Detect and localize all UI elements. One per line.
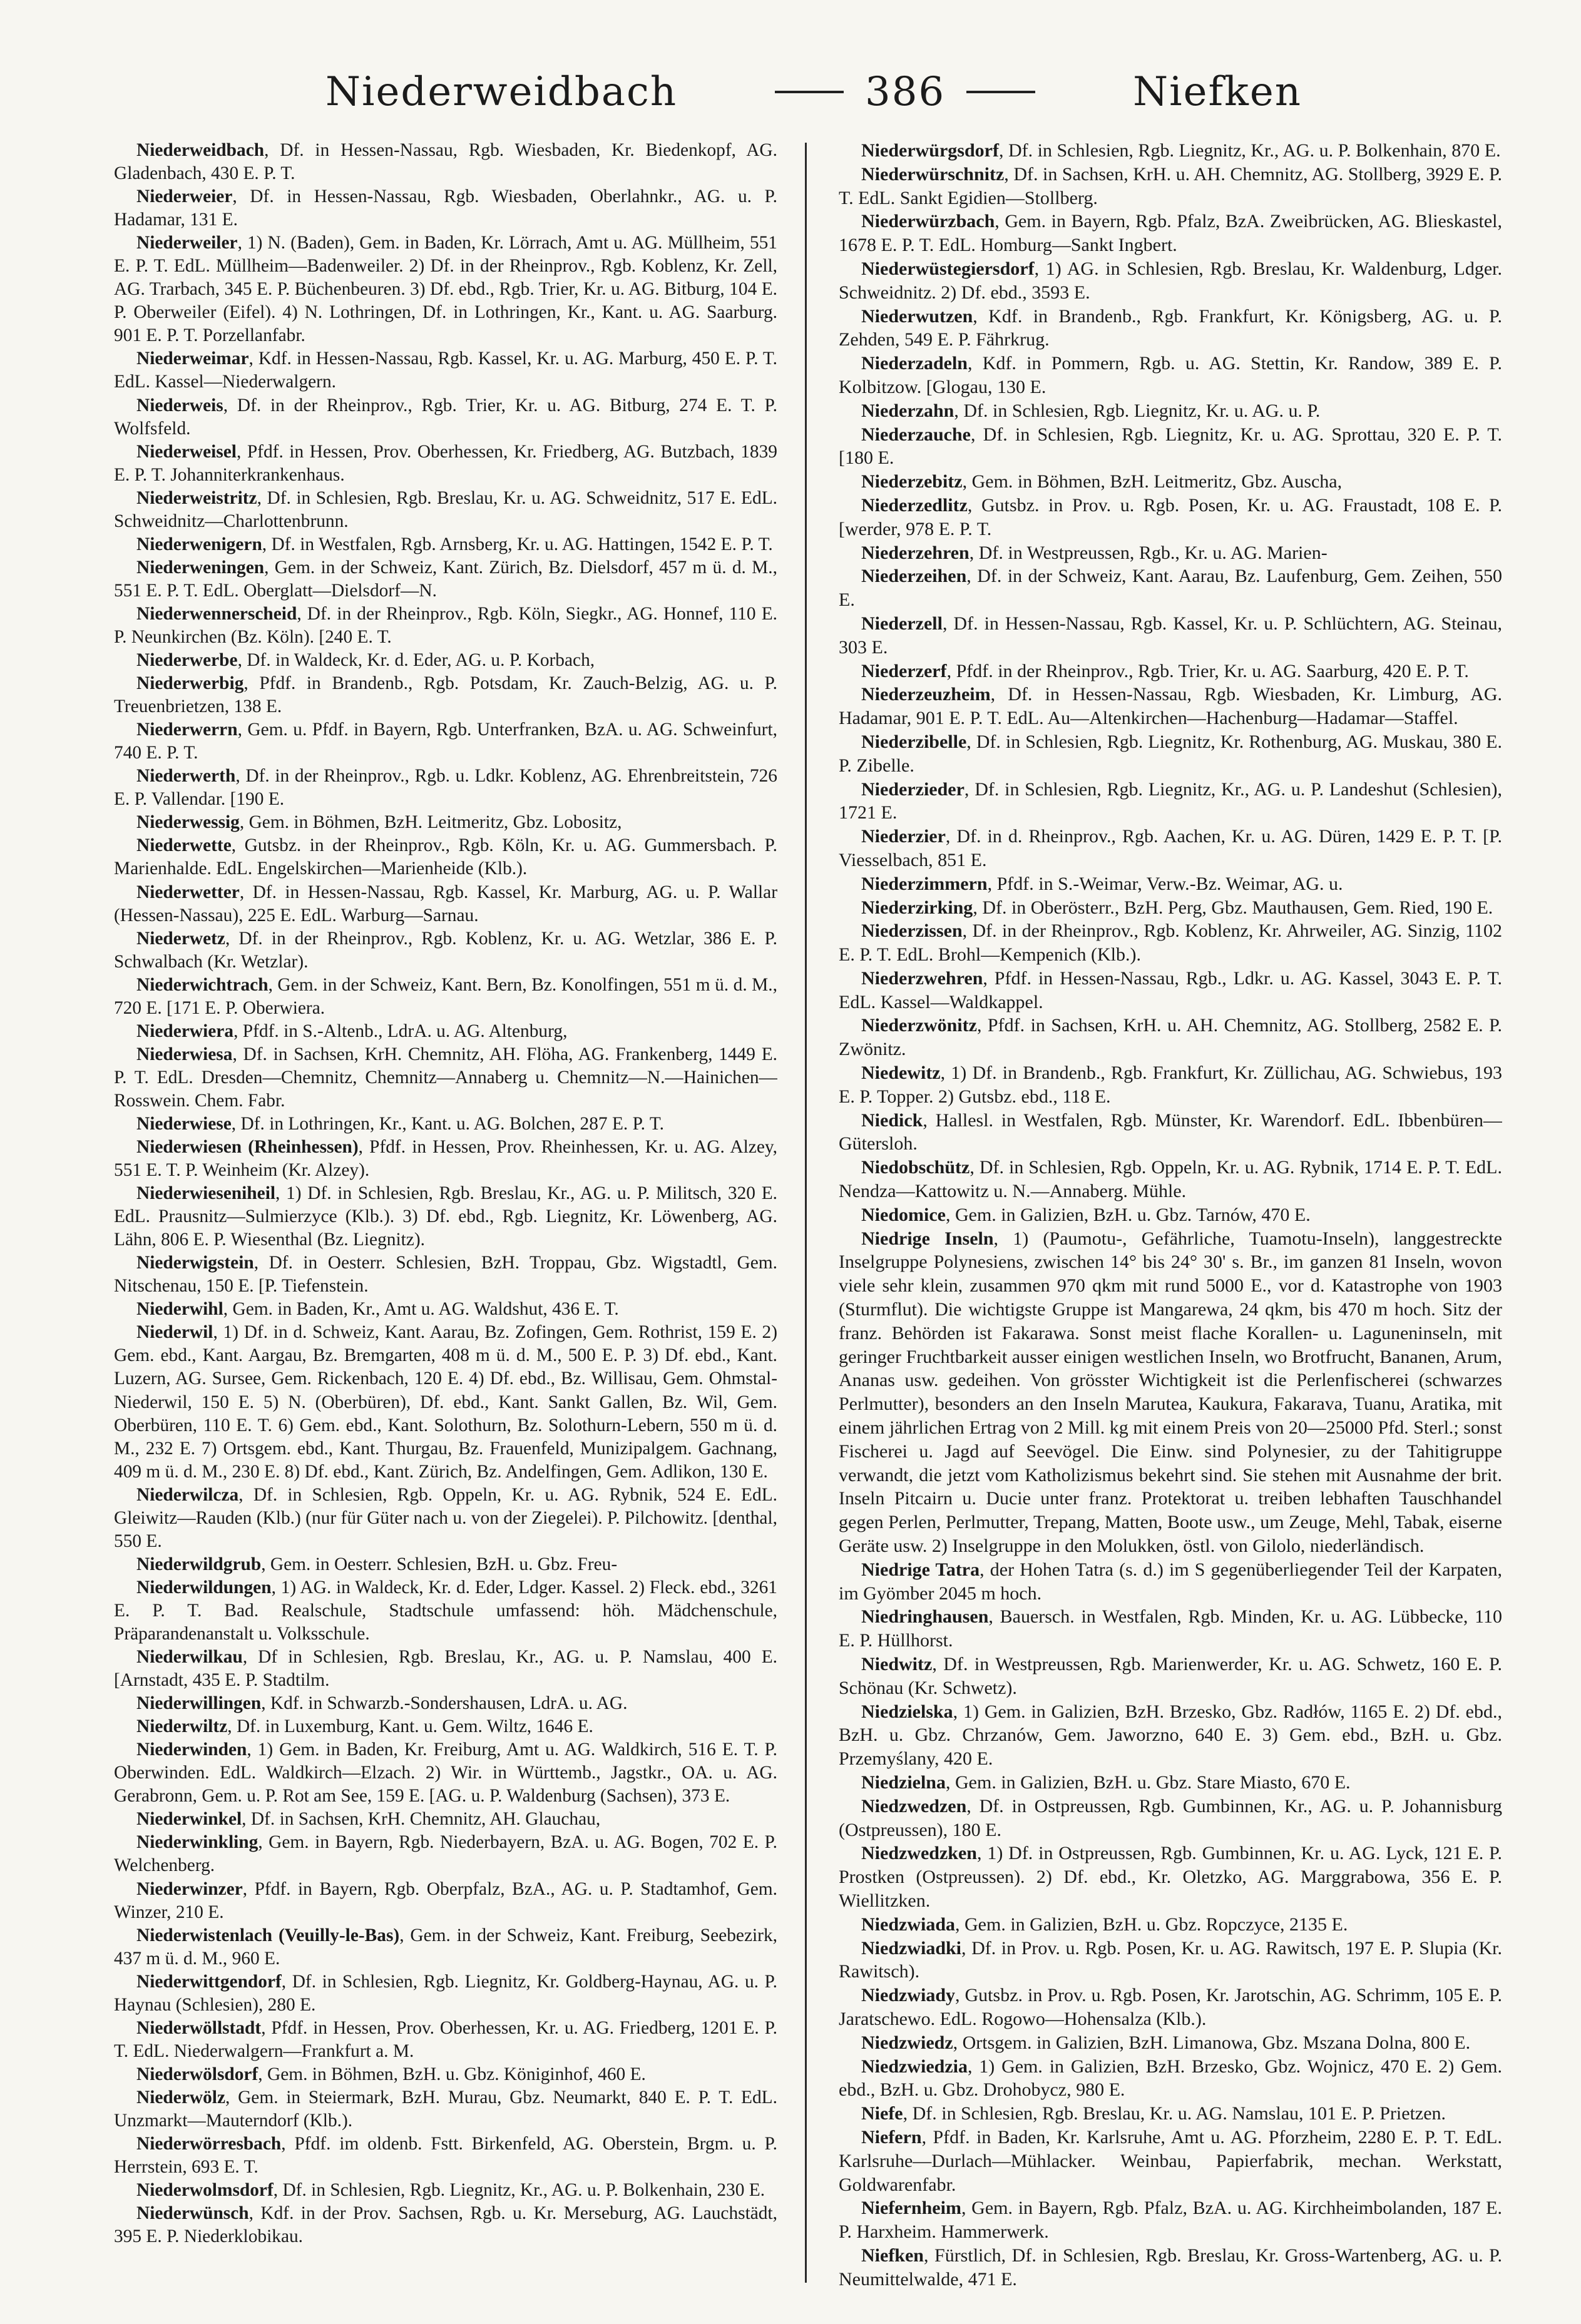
gazetteer-entry	[114, 533, 777, 556]
gazetteer-entry	[114, 834, 777, 880]
entry-text: , Gem. in Baden, Kr., Amt u. AG. Waldshut, 436 E. T.	[223, 1299, 619, 1320]
entry-text: , Df. in Schlesien, Rgb. Liegnitz, Kr. u. AG. u. P.	[954, 400, 1321, 421]
gazetteer-entry	[839, 352, 1502, 399]
entry-headword: Niederwiltz	[136, 1716, 228, 1737]
gazetteer-entry	[114, 1020, 777, 1043]
gazetteer-entry	[114, 1321, 777, 1483]
entry-headword: Niederwetter	[136, 882, 240, 902]
entry-headword: Niederwildgrub	[136, 1554, 262, 1574]
entry-headword: Niederwünsch	[136, 2203, 249, 2224]
entry-headword: Niederzieder	[861, 778, 964, 800]
gazetteer-entry	[839, 163, 1502, 210]
entry-headword: Niederzirking	[861, 897, 973, 918]
entry-headword: Niederzimmern	[861, 873, 988, 894]
entry-text: , Kdf. in Schwarzb.-Sondershausen, LdrA. u. AG.	[261, 1693, 628, 1714]
entry-text: , Gem. in Böhmen, BzH. Leitmeritz, Gbz. Lobositz,	[239, 812, 622, 833]
gazetteer-entry	[839, 1937, 1502, 1984]
gazetteer-entry	[114, 649, 777, 672]
entry-headword: Niederwetz	[136, 928, 225, 949]
entry-text: , Gem. in Bayern, Rgb. Niederbayern, BzA. u. AG. Bogen, 702 E. P. Welchenberg.	[114, 1832, 777, 1876]
gazetteer-entry	[839, 423, 1502, 471]
entry-text: , Gem. in Steiermark, BzH. Murau, Gbz. Neumarkt, 840 E. P. T. EdL. Unzmarkt—Mauterndorf (Klb.).	[114, 2087, 777, 2131]
entry-text: , Df. in Prov. u. Rgb. Posen, Kr. u. AG. Rawitsch, 197 E. P. Slupia (Kr. Rawitsch).	[839, 1937, 1502, 1982]
entry-text: , Kdf. in Hessen-Nassau, Rgb. Kassel, Kr. u. AG. Marburg, 450 E. P. T. EdL. Kassel—Niederwalgern.	[114, 349, 777, 392]
entry-text: , Ortsgem. in Galizien, BzH. Limanowa, Gbz. Mszana Dolna, 800 E.	[953, 2032, 1471, 2053]
entry-headword: Niedrige Inseln	[861, 1228, 994, 1249]
gazetteer-entry	[114, 2179, 777, 2202]
entry-text: , Df. in Oesterr. Schlesien, BzH. Troppau, Gbz. Wigstadtl, Gem. Nitschenau, 150 E. [P. Tiefenstein.	[114, 1253, 777, 1297]
gazetteer-entry	[114, 1878, 777, 1924]
entry-headword: Niederzell	[861, 613, 943, 634]
entry-text: , Df in Schlesien, Rgb. Breslau, Kr., AG. u. P. Namslau, 400 E. [Arnstadt, 435 E. P. Stadtilm.	[114, 1647, 777, 1691]
entry-text: , Df. in Schlesien, Rgb. Liegnitz, Kr., AG. u. P. Bolkenhain, 230 E.	[273, 2180, 765, 2201]
entry-headword: Niederwette	[136, 835, 232, 856]
entry-headword: Niefe	[861, 2103, 903, 2124]
entry-headword: Niederzissen	[861, 920, 963, 942]
gazetteer-entry	[839, 1700, 1502, 1771]
gazetteer-entry	[839, 1795, 1502, 1842]
gazetteer-entry	[114, 811, 777, 834]
entry-text: , Df. in Sachsen, KrH. u. AH. Chemnitz, AG. Stollberg, 3929 E. P. T. EdL. Sankt Egidien—Stollberg.	[839, 163, 1502, 208]
entry-headword: Niederwerbe	[136, 650, 238, 671]
entry-text: , Pfdf. in Baden, Kr. Karlsruhe, Amt u. AG. Pforzheim, 2280 E. P. T. EdL. Karlsruhe—Durlach—Mühlacker. Weinbau, Papierfabrik, mechan. Werkstatt, Goldwarenfabr.	[839, 2126, 1502, 2195]
gazetteer-entry	[114, 1113, 777, 1136]
gazetteer-entry	[114, 881, 777, 927]
entry-text: , Gutsbz. in der Rheinprov., Rgb. Köln, Kr. u. AG. Gummersbach. P. Marienhalde. EdL. Engelskirchen—Marienheide (Klb.).	[114, 835, 777, 879]
entry-text: , Hallesl. in Westfalen, Rgb. Münster, Kr. Warendorf. EdL. Ibbenbüren—Gütersloh.	[839, 1109, 1502, 1154]
entry-text: , 1) Df. in Schlesien, Rgb. Breslau, Kr., AG. u. P. Militsch, 320 E. EdL. Prausnitz—Sulmierzyce (Klb.). 3) Df. ebd., Rgb. Liegnitz, Kr. Löwenberg, AG. Lähn, 806 E. P. Wiesenthal (Bz. Liegnitz).	[114, 1183, 777, 1250]
gazetteer-entry	[839, 1156, 1502, 1203]
entry-text: , Df. in Schlesien, Rgb. Liegnitz, Kr. Goldberg-Haynau, AG. u. P. Haynau (Schlesien), 280 E.	[114, 1971, 777, 2015]
entry-text: , Pfdf. in Hessen-Nassau, Rgb., Ldkr. u. AG. Kassel, 3043 E. P. T. EdL. Kassel—Waldkappel.	[839, 967, 1502, 1012]
gazetteer-entry	[114, 718, 777, 765]
gazetteer-entry	[839, 967, 1502, 1014]
entry-headword: Niedick	[861, 1109, 923, 1131]
entry-headword: Niederwinkel	[136, 1809, 242, 1830]
entry-headword: Niederwieseniheil	[136, 1183, 276, 1204]
entry-text: , Gem. in der Schweiz, Kant. Zürich, Bz. Dielsdorf, 457 m ü. d. M., 551 E. P. T. EdL. Oberglatt—Dielsdorf—N.	[114, 557, 777, 601]
entry-text: , Df. in Westfalen, Rgb. Arnsberg, Kr. u. AG. Hattingen, 1542 E. P. T.	[262, 534, 773, 554]
page-number-group	[775, 69, 1035, 115]
gazetteer-entry	[839, 210, 1502, 257]
entry-headword: Niederwichtrach	[136, 974, 269, 995]
entry-text: , Gem. in Bayern, Rgb. Pfalz, BzA. u. AG. Kirchheimbolanden, 187 E. P. Harxheim. Hammerwerk.	[839, 2198, 1502, 2243]
entry-text: , Pfdf. in Brandenb., Rgb. Potsdam, Kr. Zauch-Belzig, AG. u. P. Treuenbrietzen, 138 E.	[114, 673, 777, 717]
gazetteer-entry	[114, 1808, 777, 1831]
header-right-title: Niefken	[1133, 69, 1302, 115]
entry-text: , Df. in Oberösterr., BzH. Perg, Gbz. Mauthausen, Gem. Ried, 190 E.	[973, 897, 1493, 918]
entry-text: , Gem. in Böhmen, BzH. Leitmeritz, Gbz. Auscha,	[962, 471, 1343, 492]
gazetteer-entry	[114, 2086, 777, 2133]
entry-text: , Df. in Waldeck, Kr. d. Eder, AG. u. P. Korbach,	[237, 650, 595, 671]
entry-headword: Niederzadeln	[861, 353, 968, 374]
left-column	[114, 139, 777, 2291]
entry-headword: Niederwihl	[136, 1299, 223, 1320]
gazetteer-entry	[114, 2133, 777, 2179]
entry-text: , Df. in Hessen-Nassau, Rgb. Kassel, Kr. Marburg, AG. u. P. Wallar (Hessen-Nassau), 225 E. EdL. Warburg—Sarnau.	[114, 882, 777, 925]
entry-text: , Df. in Schlesien, Rgb. Breslau, Kr. u. AG. Schweidnitz, 517 E. EdL. Schweidnitz—Charlottenbrunn.	[114, 487, 777, 531]
gazetteer-entry	[839, 470, 1502, 494]
entry-headword: Niederweis	[136, 395, 223, 415]
entry-text: , Df. in Sachsen, KrH. Chemnitz, AH. Flöha, AG. Frankenberg, 1449 E. P. T. EdL. Dresden—Chemnitz, Chemnitz—Annaberg u. Chemnitz—N.—Hainichen—Rosswein. Chem. Fabr.	[114, 1044, 777, 1111]
entry-text: , Df. in der Rheinprov., Rgb. Koblenz, Kr. u. AG. Wetzlar, 386 E. P. Schwalbach (Kr. Wetzlar).	[114, 928, 777, 972]
entry-text: , 1) N. (Baden), Gem. in Baden, Kr. Lörrach, Amt u. AG. Müllheim, 551 E. P. T. EdL. Müllheim—Badenweiler. 2) Df. in der Rheinprov., Rgb. Koblenz, Kr. Zell, AG. Trarbach, 345 E. P. Büchenbeuren. 3) Df. ebd., Rgb. Trier, Kr. u. AG. Bitburg, 104 E. P. Oberweiler (Eifel). 4) N. Lothringen, Df. in Lothringen, Kr., Kant. u. AG. Saarburg. 901 E. P. T. Porzellanfabr.	[114, 233, 777, 346]
entry-text: , 1) Df. in d. Schweiz, Kant. Aarau, Bz. Zofingen, Gem. Rothrist, 159 E. 2) Gem. ebd., Kant. Aargau, Bz. Bremgarten, 408 m ü. d. M., 500 E. P. 3) Df. ebd., Kant. Luzern, AG. Sursee, Gem. Rickenbach, 120 E. 4) Df. ebd., Bz. Willisau, Gem. Ohmstal-Niederwil, 150 E. 5) N. (Oberbüren), Df. ebd., Kant. Sankt Gallen, Bz. Wil, Gem. Oberbüren, 110 E. T. 6) Gem. ebd., Kant. Solothurn, Bz. Solothurn-Lebern, 550 m ü. d. M., 232 E. 7) Ortsgem. ebd., Kant. Thurgau, Bz. Frauenfeld, Munizipalgem. Gachnang, 409 m ü. d. M., 230 E. 8) Df. ebd., Kant. Zürich, Bz. Andelfingen, Gem. Adlikon, 130 E.	[114, 1322, 777, 1482]
entry-headword: Niederwilcza	[136, 1484, 239, 1505]
gazetteer-entry	[839, 2102, 1502, 2126]
entry-headword: Niederwürgsdorf	[861, 140, 999, 161]
entry-text: , Gem. in Galizien, BzH. u. Gbz. Tarnów, 470 E.	[945, 1204, 1311, 1225]
gazetteer-entry	[114, 441, 777, 487]
entry-text: , Df. in Hessen-Nassau, Rgb. Wiesbaden, Oberlahnkr., AG. u. P. Hadamar, 131 E.	[114, 186, 777, 230]
entry-headword: Niederwörresbach	[136, 2134, 282, 2154]
entry-headword: Niedzielna	[861, 1771, 946, 1793]
header-rule-right	[966, 91, 1035, 93]
gazetteer-entry	[114, 1136, 777, 1182]
gazetteer-entry	[114, 1646, 777, 1692]
gazetteer-entry	[114, 394, 777, 441]
entry-headword: Niedzwedzken	[861, 1843, 977, 1864]
entry-text: , Fürstlich, Df. in Schlesien, Rgb. Breslau, Kr. Gross-Wartenberg, AG. u. P. Neumittelwalde, 471 E.	[839, 2245, 1502, 2290]
entry-headword: Niederwerbig	[136, 673, 244, 694]
entry-text: , Df. in der Schweiz, Kant. Aarau, Bz. Laufenburg, Gem. Zeihen, 550 E.	[839, 566, 1502, 611]
entry-text: , Pfdf. in S.-Altenb., LdrA. u. AG. Altenburg,	[233, 1021, 568, 1041]
column-divider	[805, 143, 807, 2283]
entry-text: , Gem. u. Pfdf. in Bayern, Rgb. Unterfranken, BzA. u. AG. Schweinfurt, 740 E. P. T.	[114, 720, 777, 763]
entry-text: , Kdf. in Pommern, Rgb. u. AG. Stettin, Kr. Randow, 389 E. P. Kolbitzow. [Glogau, 130 E.	[839, 353, 1502, 397]
entry-headword: Niederwennerscheid	[136, 603, 297, 624]
entry-headword: Niederwölz	[136, 2087, 226, 2107]
gazetteer-entry	[839, 1109, 1502, 1156]
gazetteer-entry	[114, 232, 777, 347]
entry-headword: Niederwürschnitz	[861, 163, 1005, 185]
entry-headword: Niederwiera	[136, 1021, 234, 1041]
entry-headword: Niedobschütz	[861, 1157, 970, 1178]
gazetteer-entry	[114, 487, 777, 533]
entry-text: , 1) Df. in Brandenb., Rgb. Frankfurt, Kr. Züllichau, AG. Schwiebus, 193 E. P. Topper. 2) Gutsbz. ebd., 118 E.	[839, 1063, 1502, 1107]
entry-text: , Pfdf. in S.-Weimar, Verw.-Bz. Weimar, AG. u.	[987, 873, 1343, 894]
gazetteer-entry	[114, 672, 777, 718]
entry-headword: Niederzehren	[861, 542, 970, 563]
entry-headword: Niederzwehren	[861, 967, 983, 989]
gazetteer-entry	[839, 1842, 1502, 1912]
entry-headword: Niefernheim	[861, 2198, 961, 2219]
entry-text: , Gutsbz. in Prov. u. Rgb. Posen, Kr. u. AG. Fraustadt, 108 E. P. [werder, 978 E. P. T.	[839, 494, 1502, 539]
entry-text: , Gem. in Böhmen, BzH. u. Gbz. Königinhof, 460 E.	[258, 2064, 646, 2084]
entry-headword: Niederwüstegiersdorf	[861, 258, 1035, 279]
entry-text: , Pfdf. in Sachsen, KrH. u. AH. Chemnitz, AG. Stollberg, 2582 E. P. Zwönitz.	[839, 1015, 1502, 1060]
right-column	[839, 139, 1502, 2291]
gazetteer-entry	[839, 2196, 1502, 2244]
entry-headword: Niederwinzer	[136, 1878, 243, 1899]
gazetteer-entry	[839, 1913, 1502, 1937]
entry-headword: Niederweningen	[136, 557, 265, 578]
entry-headword: Niederzeuzheim	[861, 684, 991, 705]
gazetteer-entry	[114, 1251, 777, 1298]
gazetteer-entry	[839, 2031, 1502, 2055]
entry-text: , Pfdf. in Hessen, Prov. Rheinhessen, Kr. u. AG. Alzey, 551 E. T. P. Weinheim (Kr. Alzey).	[114, 1137, 777, 1181]
gazetteer-entry	[114, 1043, 777, 1113]
entry-text: , Gem. in Oesterr. Schlesien, BzH. u. Gbz. Freu-	[261, 1554, 618, 1574]
entry-headword: Niederzibelle	[861, 731, 967, 752]
entry-text: , Df. in der Rheinprov., Rgb. u. Ldkr. Koblenz, AG. Ehrenbreitstein, 726 E. P. Vallendar. [190 E.	[114, 766, 777, 810]
entry-headword: Niederwildungen	[136, 1577, 272, 1598]
gazetteer-entry	[839, 399, 1502, 423]
header-rule-left	[775, 91, 844, 93]
gazetteer-entry	[839, 1605, 1502, 1653]
gazetteer-entry	[839, 305, 1502, 352]
entry-text: , 1) (Paumotu-, Gefährliche, Tuamotu-Inseln), langgestreckte Inselgruppe Polynesiens, zwischen 14° bis 24° 30' s. Br., im ganzen 81 Inseln, wovon viele sehr klein, zusammen 970 qkm mit rund 5000 E., vor d. Katastrophe von 1903 (Sturmflut). Die wichtigste Gruppe ist Mangarewa, 24 qkm, bis 470 m hoch. Sitz der franz. Behörden ist Fakarawa. Sonst meist flache Korallen- u. Laguneninseln, mit geringer Fruchtbarkeit ausser einigen westlichen Inseln, wo Brotfrucht, Bananen, Arum, Ananas usw. gedeihen. Von grösster Wichtigkeit ist die Perlenfischerei (schwarzes Perlmutter), besonders an den Inseln Marutea, Kaukura, Fakarava, Tuanu, Aratika, mit einem jährlichen Ertrag von 2 Mill. kg mit einem Preis von 20—25000 Pfd. Sterl.; sonst Fischerei u. Jagd auf Seevögel. Die Einw. sind Polynesier, zu der Tahitigruppe verwandt, die jetzt vom Katholizismus bekehrt sind. Sie stehen mit Ausnahme der brit. Inseln Pitcairn u. Ducie unter franz. Protektorat u. treiben lebhaften Tauschhandel gegen Perlen, Perlmutter, Trepang, Matten, Boote usw., um Zeuge, Mehl, Tabak, eiserne Geräte usw. 2) Inselgruppe in den Molukken, östl. von Gilolo, niederländisch.	[839, 1228, 1502, 1557]
gazetteer-entry	[114, 2017, 777, 2063]
entry-text: , Df. in Schlesien, Rgb. Liegnitz, Kr., AG. u. P. Landeshut (Schlesien), 1721 E.	[839, 778, 1502, 823]
gazetteer-entry	[114, 603, 777, 649]
gazetteer-entry	[839, 541, 1502, 565]
gazetteer-entry	[114, 1738, 777, 1808]
entry-text: , 1) AG. in Schlesien, Rgb. Breslau, Kr. Waldenburg, Ldger. Schweidnitz. 2) Df. ebd., 3593 E.	[839, 258, 1502, 303]
entry-text: , Kdf. in Brandenb., Rgb. Frankfurt, Kr. Königsberg, AG. u. P. Zehden, 549 E. P. Fährkrug.	[839, 305, 1502, 350]
entry-headword: Niederwölsdorf	[136, 2064, 258, 2084]
entry-headword: Niederwillingen	[136, 1693, 262, 1714]
entry-headword: Niederwil	[136, 1322, 213, 1343]
entry-text: , Pfdf. im oldenb. Fstt. Birkenfeld, AG. Oberstein, Brgm. u. P. Herrstein, 693 E. T.	[114, 2134, 777, 2178]
entry-headword: Niederweisel	[136, 441, 237, 462]
gazetteer-entry	[114, 1970, 777, 2017]
gazetteer-entry	[114, 1298, 777, 1321]
entry-headword: Niederwiese	[136, 1113, 232, 1134]
entry-headword: Niedzwiada	[861, 1914, 955, 1935]
entry-headword: Niederzahn	[861, 400, 954, 421]
entry-headword: Niedzwiadki	[861, 1937, 962, 1959]
entry-headword: Niederwerrn	[136, 720, 238, 740]
entry-headword: Niedzwiedzia	[861, 2056, 968, 2077]
entry-headword: Niederwiesa	[136, 1044, 233, 1064]
entry-text: , Df. in der Rheinprov., Rgb. Köln, Siegkr., AG. Honnef, 110 E. P. Neunkirchen (Bz. Köln). [240 E. T.	[114, 603, 777, 647]
entry-headword: Niederwenigern	[136, 534, 262, 554]
entry-headword: Niedomice	[861, 1204, 946, 1225]
gazetteer-entry	[114, 1484, 777, 1553]
entry-headword: Niedzwedzen	[861, 1795, 967, 1817]
entry-headword: Niederwinden	[136, 1740, 247, 1760]
entry-headword: Niederweidbach	[136, 140, 265, 160]
entry-text: , Gem. in Bayern, Rgb. Pfalz, BzA. Zweibrücken, AG. Blieskastel, 1678 E. P. T. EdL. Homburg—Sankt Ingbert.	[839, 211, 1502, 256]
entry-headword: Niederwerth	[136, 766, 236, 787]
gazetteer-entry	[839, 778, 1502, 825]
entry-text: , Df. in Hessen-Nassau, Rgb. Kassel, Kr. u. P. Schlüchtern, AG. Steinau, 303 E.	[839, 613, 1502, 658]
gazetteer-entry	[114, 1182, 777, 1251]
entry-headword: Niederzebitz	[861, 471, 963, 492]
entry-text: , Df. in Schlesien, Rgb. Liegnitz, Kr. Rothenburg, AG. Muskau, 380 E. P. Zibelle.	[839, 731, 1502, 776]
entry-text: , Gem. in der Schweiz, Kant. Bern, Bz. Konolfingen, 551 m ü. d. M., 720 E. [171 E. P. Oberwiera.	[114, 974, 777, 1018]
gazetteer-entry	[839, 825, 1502, 872]
gazetteer-entry	[839, 564, 1502, 612]
entry-headword: Niefken	[861, 2245, 924, 2266]
gazetteer-entry	[839, 660, 1502, 683]
entry-text: , Gem. in Galizien, BzH. u. Gbz. Stare Miasto, 670 E.	[946, 1771, 1351, 1793]
entry-headword: Niederwigstein	[136, 1253, 254, 1273]
entry-headword: Niederwilkau	[136, 1647, 243, 1668]
entry-text: , Df. in Hessen-Nassau, Rgb. Wiesbaden, Kr. Limburg, AG. Hadamar, 901 E. P. T. EdL. Au—Altenkirchen—Hachenburg—Hadamar—Staffel.	[839, 684, 1502, 729]
entry-text: , 1) Gem. in Galizien, BzH. Brzesko, Gbz. Radłów, 1165 E. 2) Df. ebd., BzH. u. Gbz. Chrzanów, Gem. Jaworzno, 640 E. 3) Gem. ebd., BzH. u. Gbz. Przemyślany, 420 E.	[839, 1701, 1502, 1770]
entry-headword: Niedzwiady	[861, 1985, 955, 2006]
entry-headword: Niederzier	[861, 826, 946, 847]
entry-text: , Df. in Ostpreussen, Rgb. Gumbinnen, Kr., AG. u. P. Johannisburg (Ostpreussen), 180 E.	[839, 1795, 1502, 1840]
entry-text: , Df. in Schlesien, Rgb. Liegnitz, Kr., AG. u. P. Bolkenhain, 870 E.	[998, 140, 1501, 161]
gazetteer-entry	[839, 2055, 1502, 2102]
gazetteer-entry	[839, 1771, 1502, 1795]
entry-text: , Pfdf. in Hessen, Prov. Oberhessen, Kr. u. AG. Friedberg, 1201 E. P. T. EdL. Niederwalgern—Frankfurt a. M.	[114, 2017, 777, 2061]
entry-headword: Niedwitz	[861, 1654, 933, 1674]
gazetteer-entry	[114, 1924, 777, 1970]
entry-text: , 1) Df. in Ostpreussen, Rgb. Gumbinnen, Kr. u. AG. Lyck, 121 E. P. Prostken (Ostpreussen). 2) Df. ebd., Kr. Oletzko, AG. Marggrabowa, 356 E. P. Wiellitzken.	[839, 1843, 1502, 1911]
gazetteer-entry	[839, 612, 1502, 660]
gazetteer-entry	[839, 2126, 1502, 2196]
entry-headword: Niederwürzbach	[861, 211, 995, 232]
entry-text: , Gutsbz. in Prov. u. Rgb. Posen, Kr. Jarotschin, AG. Schrimm, 105 E. P. Jaratschewo. EdL. Rogowo—Hohensalza (Klb.).	[839, 1985, 1502, 2029]
entry-text: , Pfdf. in Bayern, Rgb. Oberpfalz, BzA., AG. u. P. Stadtamhof, Gem. Winzer, 210 E.	[114, 1878, 777, 1922]
entry-text: , Gem. in der Schweiz, Kant. Freiburg, Seebezirk, 437 m ü. d. M., 960 E.	[114, 1925, 777, 1969]
gazetteer-entry	[839, 683, 1502, 730]
entry-text: , Df. in Westpreussen, Rgb. Marienwerder, Kr. u. AG. Schwetz, 160 E. P. Schönau (Kr. Schwetz).	[839, 1654, 1502, 1698]
entry-text: , Df. in Luxemburg, Kant. u. Gem. Wiltz, 1646 E.	[227, 1716, 593, 1737]
entry-text: , Df. in der Rheinprov., Rgb. Trier, Kr. u. AG. Bitburg, 274 E. T. P. Wolfsfeld.	[114, 395, 777, 439]
entry-headword: Niedrige Tatra	[861, 1559, 980, 1580]
gazetteer-entry	[114, 556, 777, 603]
entry-text: , 1) Gem. in Galizien, BzH. Brzesko, Gbz. Wojnicz, 470 E. 2) Gem. ebd., BzH. u. Gbz. Drohobycz, 980 E.	[839, 2056, 1502, 2101]
entry-headword: Niederweiler	[136, 233, 238, 253]
gazetteer-entry	[839, 1227, 1502, 1558]
columns	[114, 139, 1502, 2291]
gazetteer-entry	[839, 1653, 1502, 1700]
gazetteer-entry	[114, 1831, 777, 1877]
gazetteer-entry	[114, 927, 777, 974]
entry-text: , 1) Gem. in Baden, Kr. Freiburg, Amt u. AG. Waldkirch, 516 E. T. P. Oberwinden. EdL. Waldkirch—Elzach. 2) Wir. in Württemb., Jagstkr., OA. u. AG. Gerabronn, Gem. u. P. Rot am See, 159 E. [AG. u. P. Waldenburg (Sachsen), 373 E.	[114, 1740, 777, 1807]
gazetteer-entry	[839, 1203, 1502, 1227]
entry-headword: Niefern	[861, 2126, 922, 2148]
entry-text: , Df. in Schlesien, Rgb. Oppeln, Kr. u. AG. Rybnik, 1714 E. P. T. EdL. Nendza—Kattowitz u. N.—Annaberg. Mühle.	[839, 1157, 1502, 1202]
gazetteer-entry	[114, 139, 777, 185]
entry-text: , Df. in Lothringen, Kr., Kant. u. AG. Bolchen, 287 E. P. T.	[231, 1113, 664, 1134]
entry-text: , Df. in Sachsen, KrH. Chemnitz, AH. Glauchau,	[242, 1809, 601, 1830]
gazetteer-entry	[839, 730, 1502, 778]
entry-headword: Niedzielska	[861, 1701, 953, 1722]
gazetteer-entry	[839, 896, 1502, 920]
gazetteer-entry	[114, 974, 777, 1020]
entry-text: , der Hohen Tatra (s. d.) im S gegenüberliegender Teil der Karpaten, im Gyömber 2045 m hoch.	[839, 1559, 1502, 1604]
entry-text: , Df. in der Rheinprov., Rgb. Koblenz, Kr. Ahrweiler, AG. Sinzig, 1102 E. P. T. EdL. Brohl—Kempenich (Klb.).	[839, 920, 1502, 966]
header-left-title: Niederweidbach	[325, 69, 678, 115]
entry-headword: Niedzwiedz	[861, 2032, 953, 2053]
entry-headword: Niederwöllstadt	[136, 2017, 262, 2038]
entry-text: , Df. in Schlesien, Rgb. Liegnitz, Kr. u. AG. Sprottau, 320 E. P. T. [180 E.	[839, 424, 1502, 469]
gazetteer-entry	[839, 1014, 1502, 1061]
entry-headword: Niederweistritz	[136, 487, 257, 508]
entry-text: , 1) AG. in Waldeck, Kr. d. Eder, Ldger. Kassel. 2) Fleck. ebd., 3261 E. P. T. Bad. Realschule, Stadtschule umfassend: höh. Mädchenschule, Präparandenanstalt u. Volksschule.	[114, 1577, 777, 1644]
gazetteer-entry	[114, 2202, 777, 2248]
entry-headword: Niederwistenlach (Veuilly-le-Bas)	[136, 1925, 400, 1945]
gazetteer-entry	[114, 765, 777, 811]
entry-headword: Niederzwönitz	[861, 1015, 977, 1036]
entry-headword: Niederzeihen	[861, 566, 967, 587]
entry-text: , Pfdf. in der Rheinprov., Rgb. Trier, Kr. u. AG. Saarburg, 420 E. P. T.	[946, 660, 1469, 681]
entry-headword: Niedringhausen	[861, 1606, 989, 1628]
gazetteer-entry	[839, 139, 1502, 163]
entry-headword: Niederwessig	[136, 812, 240, 833]
entry-text: , Df. in Hessen-Nassau, Rgb. Wiesbaden, Kr. Biedenkopf, AG. Gladenbach, 430 E. P. T.	[114, 140, 777, 184]
entry-headword: Niederwinkling	[136, 1832, 258, 1853]
entry-headword: Niedewitz	[861, 1063, 941, 1084]
gazetteer-entry	[839, 2244, 1502, 2291]
gazetteer-entry	[114, 1715, 777, 1738]
gazetteer-entry	[839, 1061, 1502, 1109]
entry-text: , Df. in Schlesien, Rgb. Breslau, Kr. u. AG. Namslau, 101 E. P. Prietzen.	[903, 2103, 1446, 2124]
gazetteer-entry	[114, 2063, 777, 2086]
entry-headword: Niederweimar	[136, 349, 249, 369]
gazetteer-entry	[114, 347, 777, 394]
gazetteer-entry	[114, 1576, 777, 1646]
gazetteer-entry	[839, 1558, 1502, 1606]
entry-text: , Df. in Westpreussen, Rgb., Kr. u. AG. Marien-	[969, 542, 1328, 563]
gazetteer-entry	[839, 919, 1502, 967]
page-header	[325, 58, 1302, 126]
gazetteer-entry	[839, 872, 1502, 896]
entry-headword: Niederwiesen (Rheinhessen)	[136, 1137, 359, 1158]
entry-headword: Niederzerf	[861, 660, 947, 681]
gazetteer-entry	[839, 257, 1502, 305]
entry-headword: Niederzauche	[861, 424, 971, 445]
entry-headword: Niederwolmsdorf	[136, 2180, 274, 2201]
page-number: 386	[865, 69, 946, 115]
entry-headword: Niederzedlitz	[861, 494, 968, 516]
entry-headword: Niederweier	[136, 186, 233, 207]
entry-headword: Niederwittgendorf	[136, 1971, 282, 1992]
gazetteer-entry	[114, 1553, 777, 1576]
gazetteer-entry	[839, 494, 1502, 541]
entry-text: , Df. in Schlesien, Rgb. Oppeln, Kr. u. AG. Rybnik, 524 E. EdL. Gleiwitz—Rauden (Klb.) (nur für Güter nach u. von der Ziegelei). P. Pilchowitz. [denthal, 550 E.	[114, 1484, 777, 1551]
entry-text: , Gem. in Galizien, BzH. u. Gbz. Ropczyce, 2135 E.	[955, 1914, 1348, 1935]
entry-text: , Pfdf. in Hessen, Prov. Oberhessen, Kr. Friedberg, AG. Butzbach, 1839 E. P. T. Johanniterkrankenhaus.	[114, 441, 777, 485]
gazetteer-entry	[114, 1692, 777, 1715]
entry-text: , Kdf. in der Prov. Sachsen, Rgb. u. Kr. Merseburg, AG. Lauchstädt, 395 E. P. Niederklobikau.	[114, 2203, 777, 2247]
entry-text: , Df. in d. Rheinprov., Rgb. Aachen, Kr. u. AG. Düren, 1429 E. P. T. [P. Viesselbach, 851 E.	[839, 826, 1502, 870]
entry-text: , Bauersch. in Westfalen, Rgb. Minden, Kr. u. AG. Lübbecke, 110 E. P. Hüllhorst.	[839, 1606, 1502, 1651]
gazetteer-entry	[839, 1984, 1502, 2031]
gazetteer-entry	[114, 185, 777, 232]
entry-headword: Niederwutzen	[861, 305, 973, 327]
